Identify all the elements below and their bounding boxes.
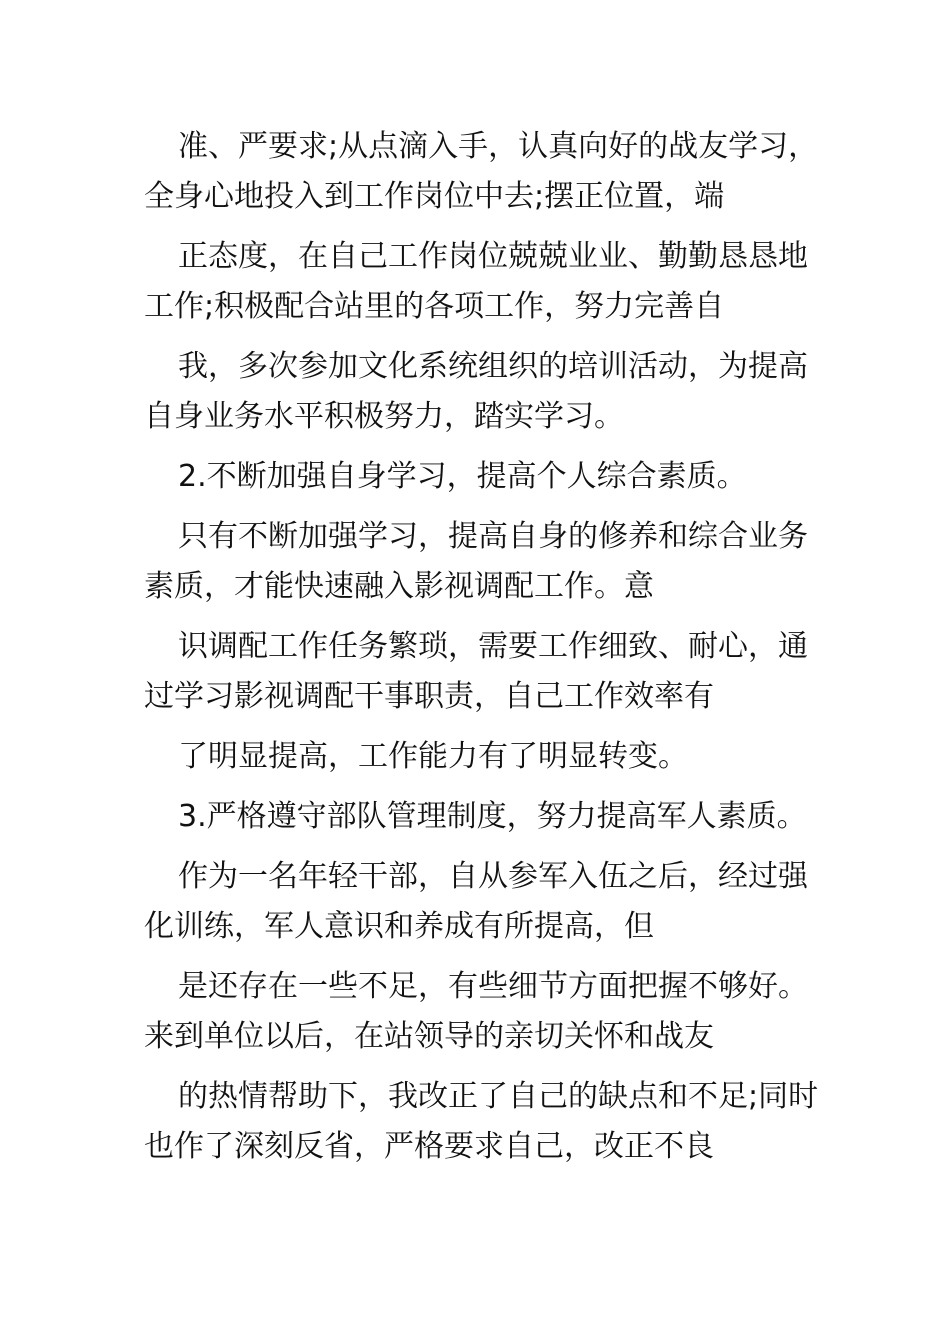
paragraph-line: 素质，才能快速融入影视调配工作。意 [144,569,654,604]
paragraph-6 [144,622,808,722]
paragraph-line: 识调配工作任务繁琐，需要工作细致、耐心，通 [178,629,808,664]
paragraph-line: 工作;积极配合站里的各项工作，努力完善自 [144,289,725,324]
paragraph-line: 全身心地投入到工作岗位中去;摆正位置，端 [144,179,725,214]
paragraph-line: 自身业务水平积极努力，踏实学习。 [144,399,624,434]
paragraph-7 [144,732,804,782]
paragraph-10 [144,962,808,1062]
paragraph-line: 准、严要求;从点滴入手，认真向好的战友学习， [178,129,819,164]
paragraph-2 [144,232,808,332]
paragraph-line: 的热情帮助下，我改正了自己的缺点和不足;同时 [178,1079,819,1114]
section-heading-2 [144,452,804,502]
heading-line: 3.严格遵守部队管理制度，努力提高军人素质。 [178,799,807,834]
paragraph-3 [144,342,808,442]
document-body [144,122,819,1182]
paragraph-line: 作为一名年轻干部，自从参军入伍之后，经过强 [178,859,808,894]
paragraph-line: 只有不断加强学习，提高自身的修养和综合业务 [178,519,808,554]
paragraph-line: 了明显提高，工作能力有了明显转变。 [178,739,688,774]
paragraph-5 [144,512,808,612]
paragraph-line: 也作了深刻反省，严格要求自己，改正不良 [144,1129,714,1164]
paragraph-line: 化训练，军人意识和养成有所提高，但 [144,909,654,944]
paragraph-9 [144,852,808,952]
paragraph-line: 是还存在一些不足，有些细节方面把握不够好。 [178,969,808,1004]
paragraph-line: 来到单位以后，在站领导的亲切关怀和战友 [144,1019,714,1054]
paragraph-line: 我，多次参加文化系统组织的培训活动，为提高 [178,349,808,384]
paragraph-line: 正态度，在自己工作岗位兢兢业业、勤勤恳恳地 [178,239,808,274]
section-heading-3 [144,792,807,842]
paragraph-11 [144,1072,819,1172]
heading-line: 2.不断加强自身学习，提高个人综合素质。 [178,459,747,494]
paragraph-line: 过学习影视调配干事职责，自己工作效率有 [144,679,714,714]
paragraph-1 [144,122,819,222]
